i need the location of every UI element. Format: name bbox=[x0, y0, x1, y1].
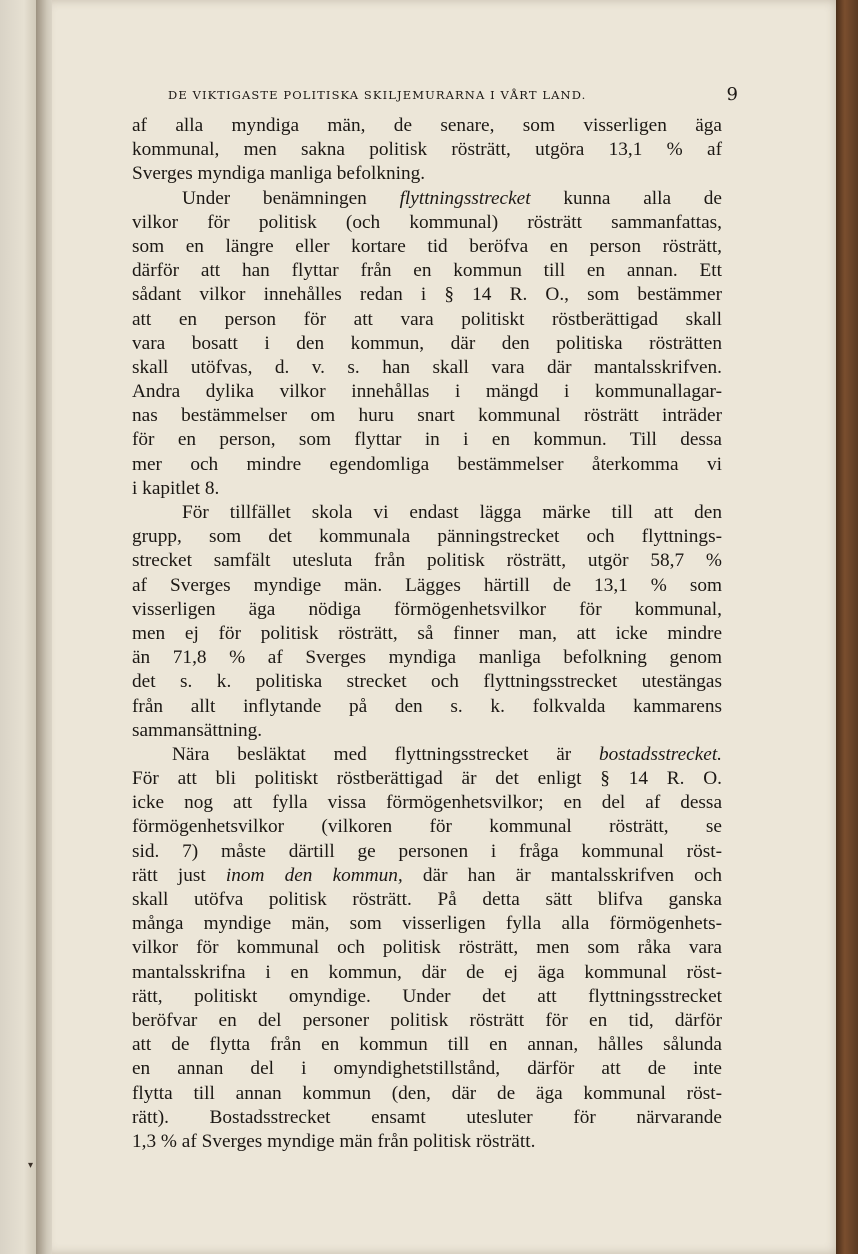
text-line: skall utöfva politisk rösträtt. På detta sätt blifva ganska bbox=[132, 889, 722, 910]
previous-page-edge bbox=[0, 0, 40, 1254]
text-line: 1,3 % af Sverges myndige män från politisk rösträtt. bbox=[132, 1130, 536, 1152]
text-line: sammansättning. bbox=[132, 719, 263, 741]
text-line: af alla myndiga män, de senare, som visserligen äga bbox=[132, 115, 722, 136]
text-line: beröfvar en del personer politisk rösträtt för en tid, därför bbox=[132, 1009, 722, 1031]
text-line: att de flytta från en kommun till en annan, hålles sålunda bbox=[132, 1034, 722, 1056]
text-line: För att bli politiskt röstberättigad är det enligt § 14 R. O. bbox=[132, 768, 722, 790]
text-line: För tillfället skola vi endast lägga märke till att den bbox=[182, 502, 722, 523]
running-header-title: DE VIKTIGASTE POLITISKA SKILJEMURARNA I VÅRT LAND. bbox=[168, 88, 587, 102]
text-line: men ej för politisk rösträtt, så finner man, att icke mindre bbox=[132, 622, 722, 644]
text-line: nas bestämmelser om huru snart kommunal rösträtt inträder bbox=[132, 405, 722, 427]
text-line: förmögenhetsvilkor (vilkoren för kommunal rösträtt, se bbox=[132, 816, 722, 838]
text-line: mer och mindre egendomliga bestämmelser återkomma vi bbox=[132, 453, 722, 475]
text-line: vara bosatt i den kommun, där den politiska rösträtten bbox=[132, 332, 722, 354]
text-line: Andra dylika vilkor innehållas i mängd i kommunallagar- bbox=[132, 381, 722, 403]
text-line: af Sverges myndige män. Lägges härtill de 13,1 % som bbox=[132, 574, 722, 596]
text-line: sid. 7) måste därtill ge personen i fråga kommunal röst- bbox=[132, 840, 722, 862]
text-line: kommunal, men sakna politisk rösträtt, utgöra 13,1 % af bbox=[132, 139, 722, 161]
text-line: skall utöfvas, d. v. s. han skall vara där mantalsskrifven. bbox=[132, 356, 722, 378]
text-line: icke nog att fylla vissa förmögenhetsvilkor; en del af dessa bbox=[132, 792, 722, 814]
italic-term: inom den kommun, bbox=[225, 864, 403, 886]
text-line: därför att han flyttar från en kommun till en annan. Ett bbox=[132, 260, 722, 282]
text-line: att en person för att vara politiskt röstberättigad skall bbox=[132, 308, 722, 330]
body-text bbox=[132, 114, 722, 1154]
text-line: Under benämningen flyttningsstrecket kunna alla de bbox=[182, 187, 722, 209]
text-line: än 71,8 % af Sverges myndiga manliga befolkning genom bbox=[132, 647, 722, 669]
running-header bbox=[168, 84, 738, 108]
text-line: rätt, politiskt omyndige. Under det att flyttningsstrecket bbox=[132, 985, 722, 1007]
text-line: det s. k. politiska strecket och flyttningsstrecket utestängas bbox=[132, 671, 722, 693]
text-line: mantalsskrifna i en kommun, där de ej äga kommunal röst- bbox=[132, 961, 722, 983]
text-line: i kapitlet 8. bbox=[132, 477, 220, 499]
text-line: rätt). Bostadsstrecket ensamt utesluter för närvarande bbox=[132, 1106, 722, 1128]
text-line: från allt inflytande på den s. k. folkvalda kammarens bbox=[132, 695, 722, 717]
book-cover-edge bbox=[836, 0, 858, 1254]
margin-speck: ▾ bbox=[28, 1160, 34, 1171]
text-line: vilkor för kommunal och politisk rösträtt, men som råka vara bbox=[132, 937, 722, 959]
text-line: en annan del i omyndighetstillstånd, därför att de inte bbox=[132, 1058, 722, 1080]
text-line: rätt just inom den kommun, där han är mantalsskrifven och bbox=[132, 864, 722, 886]
text-line: många myndige män, som visserligen fylla alla förmögenhets- bbox=[132, 913, 722, 935]
text-line: grupp, som det kommunala pänningstrecket och flyttnings- bbox=[132, 526, 722, 548]
text-line: som en längre eller kortare tid beröfva en person rösträtt, bbox=[132, 235, 722, 257]
text-line: flytta till annan kommun (den, där de äga kommunal röst- bbox=[132, 1082, 722, 1104]
page-number: 9 bbox=[726, 84, 738, 105]
text-line: vilkor för politisk (och kommunal) rösträtt sammanfattas, bbox=[132, 211, 722, 233]
text-line: för en person, som flyttar in i en kommun. Till dessa bbox=[132, 429, 722, 451]
text-line: sådant vilkor innehålles redan i § 14 R. O., som bestämmer bbox=[132, 284, 722, 306]
text-line: strecket samfält utesluta från politisk rösträtt, utgör 58,7 % bbox=[132, 550, 722, 572]
italic-term: flyttningsstrecket bbox=[399, 187, 531, 209]
text-line: Sverges myndiga manliga befolkning. bbox=[132, 163, 426, 185]
text-line: Nära besläktat med flyttningsstrecket är bostadsstrecket. bbox=[172, 743, 722, 765]
text-line: visserligen äga nödiga förmögenhetsvilkor för kommunal, bbox=[132, 598, 722, 620]
italic-term: bostadsstrecket. bbox=[599, 743, 722, 765]
